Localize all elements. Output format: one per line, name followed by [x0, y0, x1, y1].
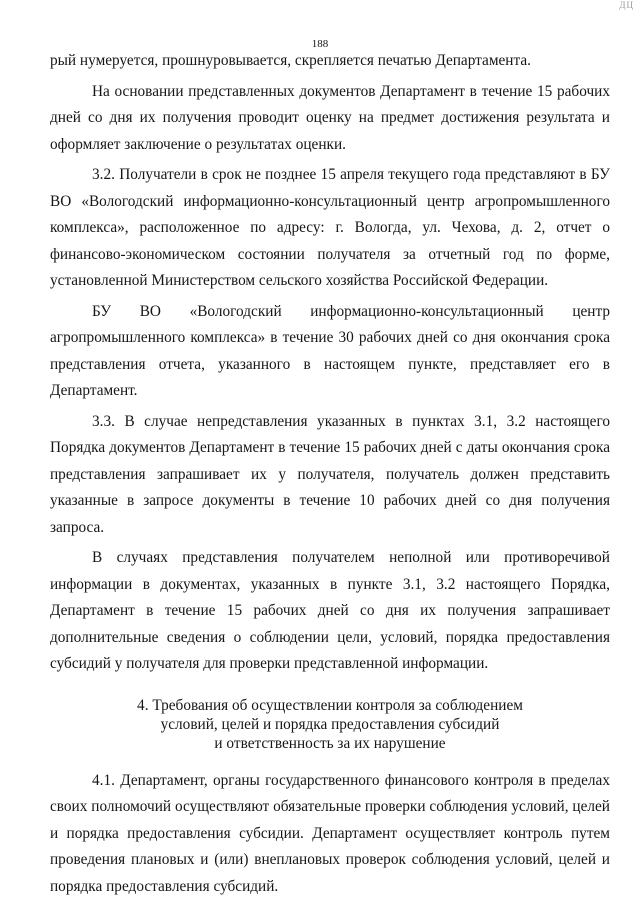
paragraph-3-2: 3.2. Получатели в срок не позднее 15 апреля текущего года представляют в БУ ВО «Вологодский информационно-консультационный центр агропромышленного комплекса», расположенное по адресу: г. Вологда, ул. Чехова, д. 2, отчет о финансово-экономическом состоянии получателя за отчетный год по форме, установленной Министерством сельского хозяйства Российской Федерации. [50, 166, 610, 289]
document-body [50, 48, 610, 900]
page-number: 188 [311, 38, 329, 50]
section-heading [50, 696, 610, 753]
paragraph-bu-vo: БУ ВО «Вологодский информационно-консультационный центр агропромышленного комплекса» в течение 30 рабочих дней со дня окончания срока представления отчета, указанного в настоящем пункте, представляет его в Департамент. [50, 302, 610, 399]
paragraph-assessment: На основании представленных документов Департамент в течение 15 рабочих дней со дня их получения проводит оценку на предмет достижения результата и оформляет заключение о результатах оценки. [50, 82, 610, 153]
paragraph-4-1: 4.1. Департамент, органы государственного финансового контроля в пределах своих полномочий осуществляют обязательные проверки соблюдения условий, целей и порядка предоставления субсидии. Департамент осуществляет контроль путем проведения плановых и (или) внеплановых проверок соблюдения условий, целей и порядка предоставления субсидий. [50, 771, 610, 895]
paragraph-continuation: рый нумеруется, прошнуровывается, скрепляется печатью Департамента. [50, 52, 531, 69]
section-heading-line-3: и ответственность за их нарушение [214, 734, 446, 752]
section-heading-line-1: 4. Требования об осуществлении контроля за соблюдением [137, 696, 523, 714]
paragraph-3-3: 3.3. В случае непредставления указанных в пунктах 3.1, 3.2 настоящего Порядка документов Департамент в течение 15 рабочих дней с даты окончания срока представления запрашивает их у получателя, получатель должен представить указанные в запросе документы в течение 10 рабочих дней со дня получения запроса. [50, 412, 610, 536]
paragraph-incomplete-info: В случаях представления получателем неполной или противоречивой информации в документах, указанных в пункте 3.1, 3.2 настоящего Порядка, Департамент в течение 15 рабочих дней со дня их получения запрашивает дополнительные сведения о соблюдении цели, условий, порядка предоставления субсидий у получателя для проверки представленной информации. [50, 549, 610, 672]
section-heading-line-2: условий, целей и порядка предоставления субсидий [160, 715, 500, 733]
corner-mark: ДЦ [619, 0, 634, 10]
